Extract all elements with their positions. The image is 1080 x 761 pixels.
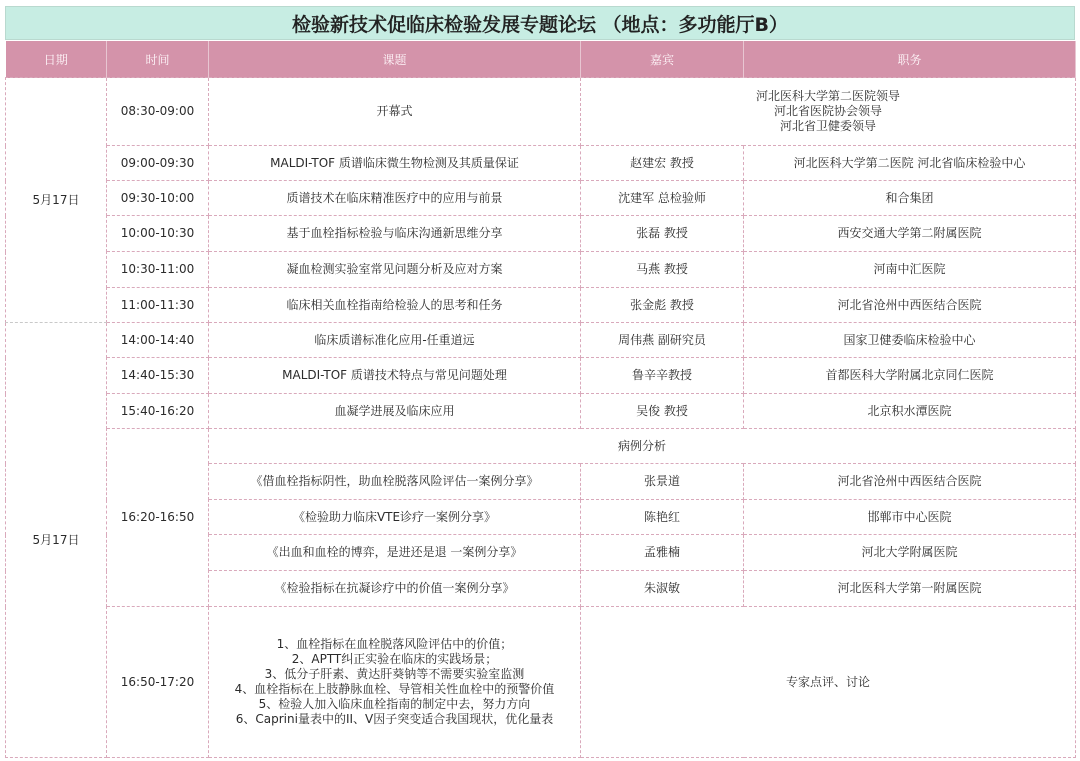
position-cell: 河北省沧州中西医结合医院 — [744, 288, 1076, 323]
topic-cell: MALDI-TOF 质谱临床微生物检测及其质量保证 — [209, 146, 581, 181]
position-cell: 西安交通大学第二附属医院 — [744, 216, 1076, 252]
date-cell-afternoon: 5月17日 — [6, 323, 107, 758]
header-topic: 课题 — [209, 41, 581, 78]
time-cell: 11:00-11:30 — [107, 288, 209, 323]
time-cell: 09:30-10:00 — [107, 181, 209, 216]
topic-cell: 《检验指标在抗凝诊疗中的价值一案例分享》 — [209, 571, 581, 607]
position-cell: 河北省沧州中西医结合医院 — [744, 464, 1076, 500]
review-topic-line: 6、Caprini量表中的II、V因子突变适合我国现状，优化量表 — [235, 712, 554, 726]
leader-line: 河北省卫健委领导 — [779, 119, 876, 133]
time-cell: 16:50-17:20 — [107, 607, 209, 758]
guest-cell: 张磊 教授 — [581, 216, 744, 252]
table-row — [6, 607, 1076, 758]
header-time: 时间 — [107, 41, 209, 78]
table-header-row — [6, 41, 1076, 78]
guest-cell: 周伟燕 副研究员 — [581, 323, 744, 358]
guest-cell: 鲁辛辛教授 — [581, 358, 744, 394]
review-topic-line: 3、低分子肝素、黄达肝葵钠等不需要实验室监测 — [264, 667, 525, 681]
position-cell: 河北医科大学第一附属医院 — [744, 571, 1076, 607]
position-cell: 河北医科大学第二医院 河北省临床检验中心 — [744, 146, 1076, 181]
guest-cell: 吴俊 教授 — [581, 394, 744, 429]
review-topic-line: 5、检验人加入临床血栓指南的制定中去，努力方向 — [258, 697, 531, 711]
position-cell: 北京积水潭医院 — [744, 394, 1076, 429]
opening-leaders-cell — [581, 78, 1076, 146]
guest-cell: 张景道 — [581, 464, 744, 500]
topic-cell: 血凝学进展及临床应用 — [209, 394, 581, 429]
guest-cell: 孟雅楠 — [581, 535, 744, 571]
position-cell: 和合集团 — [744, 181, 1076, 216]
header-position: 职务 — [744, 41, 1076, 78]
time-cell: 16:20-16:50 — [107, 429, 209, 607]
time-cell: 14:00-14:40 — [107, 323, 209, 358]
review-topic-line: 1、血栓指标在血栓脱落风险评估中的价值； — [276, 637, 513, 651]
topic-cell: 《检验助力临床VTE诊疗一案例分享》 — [209, 500, 581, 535]
table-row — [6, 78, 1076, 146]
topic-cell: 凝血检测实验室常见问题分析及应对方案 — [209, 252, 581, 288]
topic-cell: MALDI-TOF 质谱技术特点与常见问题处理 — [209, 358, 581, 394]
table-row — [6, 181, 1076, 216]
review-topics-cell — [209, 607, 581, 758]
guest-cell: 赵建宏 教授 — [581, 146, 744, 181]
guest-cell: 朱淑敏 — [581, 571, 744, 607]
review-topic-line: 2、APTT纠正实验在临床的实践场景； — [291, 652, 498, 666]
topic-cell: 质谱技术在临床精准医疗中的应用与前景 — [209, 181, 581, 216]
table-row — [6, 252, 1076, 288]
leader-line: 河北省医院协会领导 — [773, 104, 882, 118]
topic-cell: 临床相关血栓指南给检验人的思考和任务 — [209, 288, 581, 323]
table-row — [6, 358, 1076, 394]
time-cell: 09:00-09:30 — [107, 146, 209, 181]
time-cell: 10:30-11:00 — [107, 252, 209, 288]
topic-cell: 基于血栓指标检验与临床沟通新思维分享 — [209, 216, 581, 252]
header-date: 日期 — [6, 41, 107, 78]
topic-cell: 临床质谱标准化应用-任重道远 — [209, 323, 581, 358]
guest-cell: 张金彪 教授 — [581, 288, 744, 323]
table-row — [6, 216, 1076, 252]
time-cell: 10:00-10:30 — [107, 216, 209, 252]
table-row — [6, 288, 1076, 323]
date-cell-morning: 5月17日 — [6, 78, 107, 323]
position-cell: 河北大学附属医院 — [744, 535, 1076, 571]
table-row — [6, 146, 1076, 181]
position-cell: 首都医科大学附属北京同仁医院 — [744, 358, 1076, 394]
topic-cell: 开幕式 — [209, 78, 581, 146]
guest-cell: 马燕 教授 — [581, 252, 744, 288]
time-cell: 14:40-15:30 — [107, 358, 209, 394]
time-cell: 08:30-09:00 — [107, 78, 209, 146]
position-cell: 河南中汇医院 — [744, 252, 1076, 288]
position-cell: 邯郸市中心医院 — [744, 500, 1076, 535]
schedule-table — [5, 41, 1076, 758]
topic-cell: 《出血和血栓的博弈，是进还是退 一案例分享》 — [209, 535, 581, 571]
page-title: 检验新技术促临床检验发展专题论坛 （地点：多功能厅B） — [5, 6, 1075, 40]
guest-cell: 陈艳红 — [581, 500, 744, 535]
review-label-cell: 专家点评、讨论 — [581, 607, 1076, 758]
time-cell: 15:40-16:20 — [107, 394, 209, 429]
guest-cell: 沈建军 总检验师 — [581, 181, 744, 216]
position-cell: 国家卫健委临床检验中心 — [744, 323, 1076, 358]
table-row — [6, 323, 1076, 358]
topic-cell: 《借血栓指标阴性，助血栓脱落风险评估一案例分享》 — [209, 464, 581, 500]
table-row — [6, 429, 1076, 464]
review-topic-line: 4、血栓指标在上肢静脉血栓、导管相关性血栓中的预警价值 — [234, 682, 555, 696]
case-heading-cell: 病例分析 — [209, 429, 1076, 464]
header-guest: 嘉宾 — [581, 41, 744, 78]
leader-line: 河北医科大学第二医院领导 — [755, 89, 900, 103]
table-row — [6, 394, 1076, 429]
